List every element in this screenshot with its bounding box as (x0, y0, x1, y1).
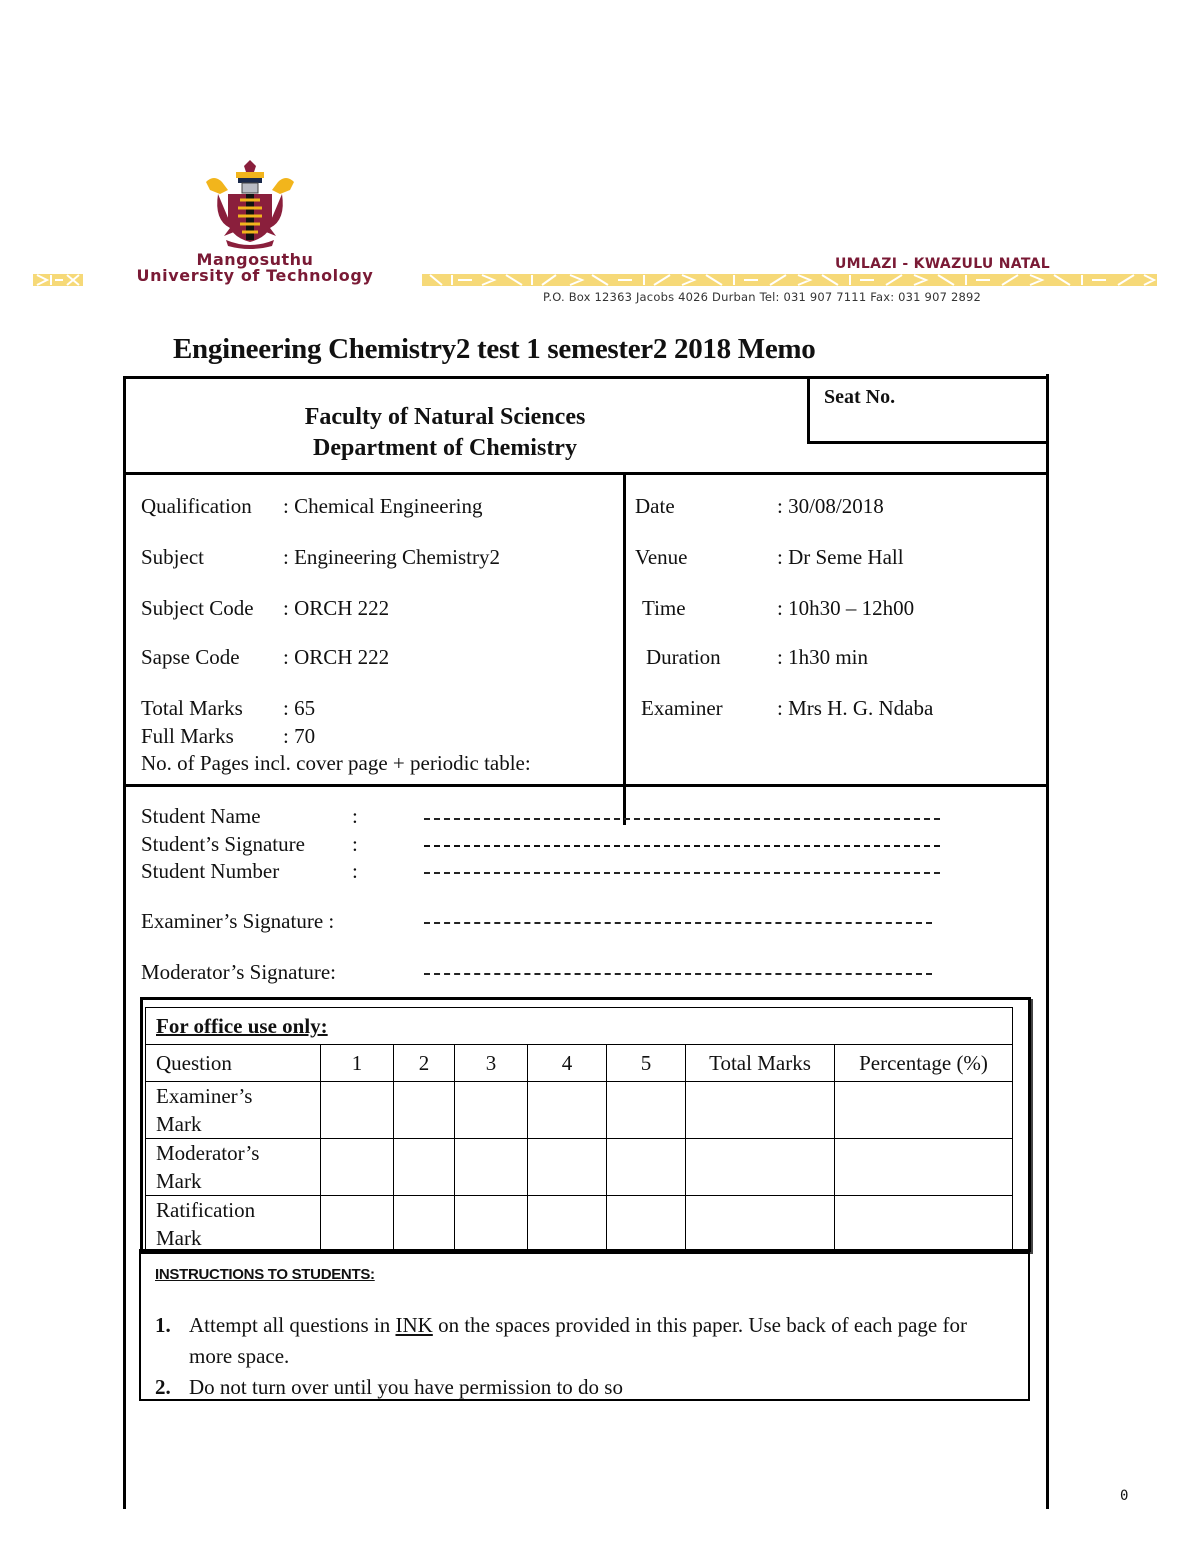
document-title: Engineering Chemistry2 test 1 semester2 2018 Memo (173, 333, 816, 365)
student-signature-colon: : (352, 832, 358, 856)
total-marks-cell[interactable] (686, 1139, 835, 1196)
student-name-label: Student Name (141, 804, 261, 828)
table-row-moderator-mark (146, 1139, 1013, 1196)
office-use-title: For office use only: (156, 1014, 328, 1038)
decorative-pattern-band-right (422, 272, 1157, 288)
instruction-item-2 (155, 1372, 995, 1403)
instruction-item-1 (155, 1310, 995, 1372)
instruction-text-cont: on the spaces provided in this paper. Use back of each page for more space. (189, 1313, 967, 1368)
table-row-ratification-mark (146, 1196, 1013, 1253)
qualification-value: : Chemical Engineering (283, 494, 483, 518)
contact-address: P.O. Box 12363 Jacobs 4026 Durban Tel: 031 907 7111 Fax: 031 907 2892 (543, 290, 982, 304)
student-number-label: Student Number (141, 859, 280, 883)
details-column-divider (623, 474, 626, 825)
row-label (146, 1196, 321, 1253)
mark-cell[interactable] (607, 1082, 686, 1139)
mark-cell[interactable] (607, 1196, 686, 1253)
student-signature-field[interactable] (424, 845, 940, 847)
mark-cell[interactable] (394, 1082, 455, 1139)
decorative-pattern-band-left (33, 272, 83, 288)
duration-label: Duration (646, 645, 721, 669)
row-label (146, 1139, 321, 1196)
venue-label: Venue (635, 545, 688, 569)
mark-cell[interactable] (607, 1139, 686, 1196)
examiner-signature-field[interactable] (424, 922, 932, 924)
percentage-cell[interactable] (835, 1082, 1013, 1139)
mark-cell[interactable] (394, 1196, 455, 1253)
sapse-code-value: : ORCH 222 (283, 645, 390, 669)
table-row-examiner-mark (146, 1082, 1013, 1139)
page-number: 0 (1120, 1488, 1129, 1504)
column-header-percentage: Percentage (%) (835, 1045, 1013, 1082)
mark-cell[interactable] (321, 1139, 394, 1196)
row-label (146, 1082, 321, 1139)
examiner-value: : Mrs H. G. Ndaba (777, 696, 934, 720)
total-marks-cell[interactable] (686, 1082, 835, 1139)
university-name-line2: University of Technology (136, 266, 374, 285)
pages-note: No. of Pages incl. cover page + periodic table: (141, 751, 531, 775)
subject-value: : Engineering Chemistry2 (283, 545, 500, 569)
frame-right-border (1046, 374, 1049, 1509)
examiner-signature-label: Examiner’s Signature : (141, 909, 335, 933)
university-name-line1: Mangosuthu (196, 250, 314, 269)
mark-cell[interactable] (321, 1196, 394, 1253)
mark-cell[interactable] (528, 1082, 607, 1139)
header-section-divider (123, 472, 1049, 475)
mark-cell[interactable] (394, 1139, 455, 1196)
mark-cell[interactable] (528, 1196, 607, 1253)
moderator-signature-label: Moderator’s Signature: (141, 960, 336, 984)
mark-cell[interactable] (455, 1082, 528, 1139)
duration-value: : 1h30 min (777, 645, 869, 669)
row-label-line2: Mark (156, 1112, 202, 1136)
venue-value: : Dr Seme Hall (777, 545, 904, 569)
instruction-text: Do not turn over until you have permission to do so (189, 1375, 623, 1399)
total-marks-label: Total Marks (141, 696, 243, 720)
row-label-line1: Moderator’s (156, 1141, 260, 1165)
instruction-emphasis: INK (395, 1313, 433, 1337)
row-label-line2: Mark (156, 1169, 202, 1193)
instructions-title: INSTRUCTIONS TO STUDENTS: (155, 1266, 375, 1283)
department-name: Department of Chemistry (313, 435, 577, 461)
mark-cell[interactable] (455, 1139, 528, 1196)
campus-location: UMLAZI - KWAZULU NATAL (835, 256, 1050, 272)
time-value: : 10h30 – 12h00 (777, 596, 915, 620)
date-label: Date (635, 494, 675, 518)
date-value: : 30/08/2018 (777, 494, 884, 518)
examiner-label: Examiner (641, 696, 723, 720)
subject-code-label: Subject Code (141, 596, 254, 620)
column-header-total-marks: Total Marks (686, 1045, 835, 1082)
column-header-q1: 1 (321, 1045, 394, 1082)
office-use-title-cell (146, 1008, 1013, 1045)
full-marks-label: Full Marks (141, 724, 234, 748)
total-marks-value: : 65 (283, 696, 316, 720)
seat-box-bottom-border (807, 441, 1049, 444)
instruction-number: 2. (155, 1375, 171, 1399)
faculty-name: Faculty of Natural Sciences (304, 404, 586, 430)
percentage-cell[interactable] (835, 1139, 1013, 1196)
subject-label: Subject (141, 545, 204, 569)
total-marks-cell[interactable] (686, 1196, 835, 1253)
row-label-line1: Ratification (156, 1198, 256, 1222)
column-header-q3: 3 (455, 1045, 528, 1082)
column-header-q2: 2 (394, 1045, 455, 1082)
mark-cell[interactable] (455, 1196, 528, 1253)
student-number-field[interactable] (424, 872, 940, 874)
mark-cell[interactable] (528, 1139, 607, 1196)
frame-left-border (123, 376, 126, 1509)
student-name-field[interactable] (424, 818, 940, 820)
instruction-text: Attempt all questions in (189, 1313, 396, 1337)
column-header-q4: 4 (528, 1045, 607, 1082)
student-number-colon: : (352, 859, 358, 883)
qualification-label: Qualification (141, 494, 252, 518)
student-name-colon: : (352, 804, 358, 828)
row-label-line2: Mark (156, 1226, 202, 1250)
seat-number-label: Seat No. (824, 386, 896, 408)
column-header-q5: 5 (607, 1045, 686, 1082)
instruction-number: 1. (155, 1313, 171, 1337)
frame-top-border (123, 376, 1049, 379)
faculty-heading (200, 402, 690, 464)
student-signature-label: Student’s Signature (141, 832, 305, 856)
time-label: Time (642, 596, 686, 620)
sapse-code-label: Sapse Code (141, 645, 240, 669)
row-label-line1: Examiner’s (156, 1084, 253, 1108)
full-marks-value: : 70 (283, 724, 316, 748)
instructions-box (139, 1252, 1030, 1401)
column-header-question: Question (146, 1045, 321, 1082)
office-marks-table (145, 1007, 1013, 1252)
subject-code-value: : ORCH 222 (283, 596, 390, 620)
details-section-divider (123, 784, 1049, 787)
university-name (90, 252, 420, 284)
moderator-signature-field[interactable] (424, 973, 932, 975)
percentage-cell[interactable] (835, 1196, 1013, 1253)
mark-cell[interactable] (321, 1082, 394, 1139)
seat-box-left-border (807, 376, 810, 444)
university-crest-icon (200, 160, 300, 250)
